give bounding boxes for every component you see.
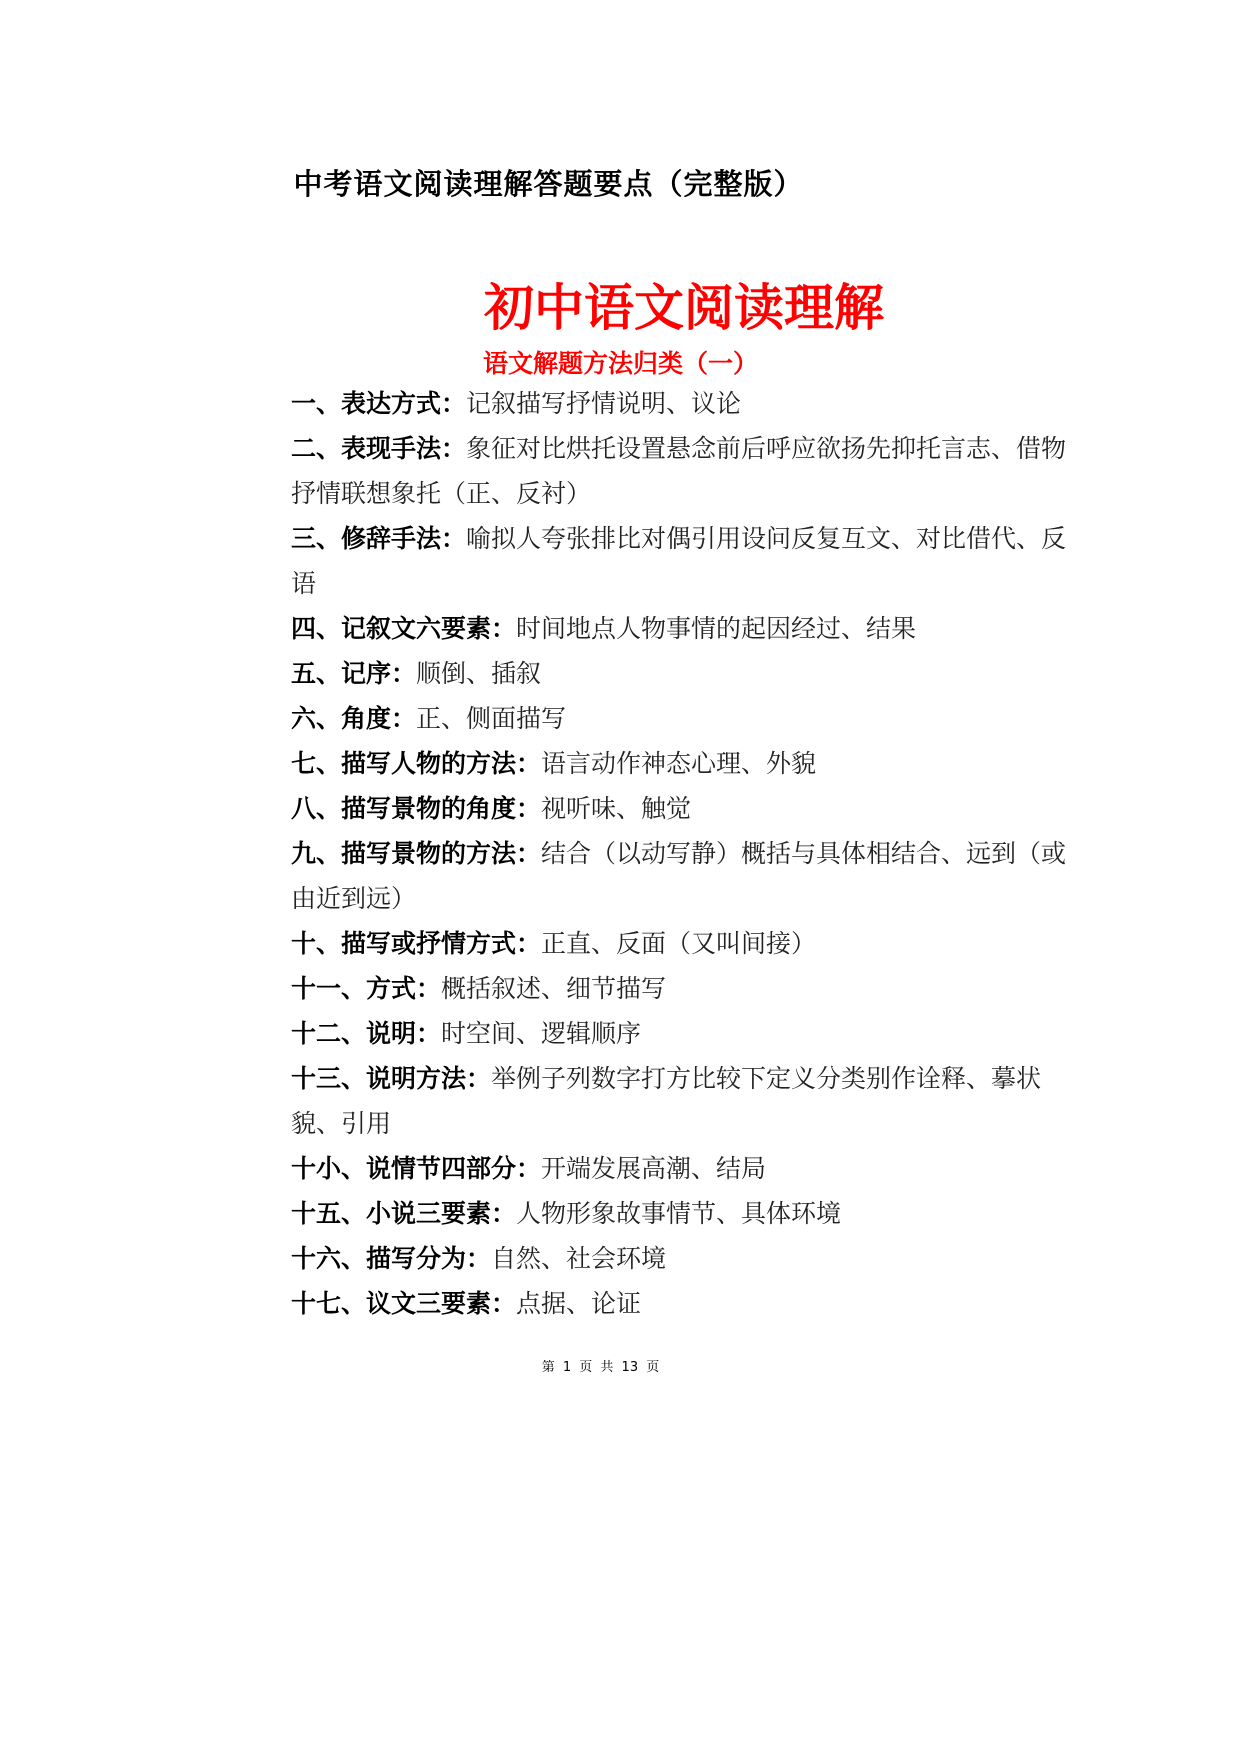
list-item [291,1191,1081,1236]
item-content: 语言动作神态心理、外貌 [541,749,817,778]
item-label: 二、表现手法： [291,434,467,463]
sub-heading-text: 语文解题方法归类（一） [482,349,758,378]
method-list [291,381,1081,1326]
list-item [291,426,1081,516]
list-item [291,921,1081,966]
list-item [291,831,1081,921]
sub-heading [0,344,1241,380]
list-item [291,606,1081,651]
main-heading: 初中语文阅读理解 [484,279,884,337]
item-label: 十三、说明方法： [291,1064,492,1093]
item-content: 点据、论证 [516,1289,642,1318]
item-label: 十七、议文三要素： [291,1289,517,1318]
list-item [291,696,1081,741]
list-item [291,786,1081,831]
item-content: 举例子列数字打方比较下定义分类别作诠释、摹状貌、引用 [291,1064,1042,1138]
item-label: 八、描写景物的角度： [291,794,542,823]
item-label: 四、记叙文六要素： [291,614,517,643]
item-label: 十二、说明： [291,1019,442,1048]
list-item [291,1236,1081,1281]
item-content: 自然、社会环境 [491,1244,667,1273]
item-content: 喻拟人夸张排比对偶引用设问反复互文、对比借代、反语 [291,524,1067,598]
item-content: 人物形象故事情节、具体环境 [516,1199,842,1228]
list-item [291,1056,1081,1146]
list-item [291,741,1081,786]
list-item [291,516,1081,606]
item-label: 五、记序： [291,659,417,688]
list-item [291,1011,1081,1056]
item-label: 十小、说情节四部分： [291,1154,542,1183]
list-item [291,966,1081,1011]
item-content: 时空间、逻辑顺序 [441,1019,642,1048]
item-label: 十六、描写分为： [291,1244,492,1273]
item-label: 一、表达方式： [291,389,467,418]
list-item [291,651,1081,696]
item-content: 结合（以动写静）概括与具体相结合、远到（或由近到远） [291,839,1067,913]
item-label: 十一、方式： [291,974,442,1003]
list-item [291,381,1081,426]
item-content: 象征对比烘托设置悬念前后呼应欲扬先抑托言志、借物抒情联想象托（正、反衬） [291,434,1067,508]
item-label: 七、描写人物的方法： [291,749,542,778]
item-label: 六、角度： [291,704,417,733]
item-label: 十、描写或抒情方式： [291,929,542,958]
item-content: 概括叙述、细节描写 [441,974,667,1003]
list-item [291,1281,1081,1326]
item-content: 开端发展高潮、结局 [541,1154,767,1183]
item-content: 正、侧面描写 [416,704,567,733]
item-content: 视听味、触觉 [541,794,692,823]
document-title: 中考语文阅读理解答题要点（完整版） [293,167,804,201]
page-footer: 第 1 页 共 13 页 [541,1360,660,1375]
item-label: 九、描写景物的方法： [291,839,542,868]
item-content: 顺倒、插叙 [416,659,542,688]
item-label: 十五、小说三要素： [291,1199,517,1228]
item-label: 三、修辞手法： [291,524,467,553]
item-content: 正直、反面（又叫间接） [541,929,817,958]
list-item [291,1146,1081,1191]
item-content: 时间地点人物事情的起因经过、结果 [516,614,917,643]
item-content: 记叙描写抒情说明、议论 [466,389,742,418]
